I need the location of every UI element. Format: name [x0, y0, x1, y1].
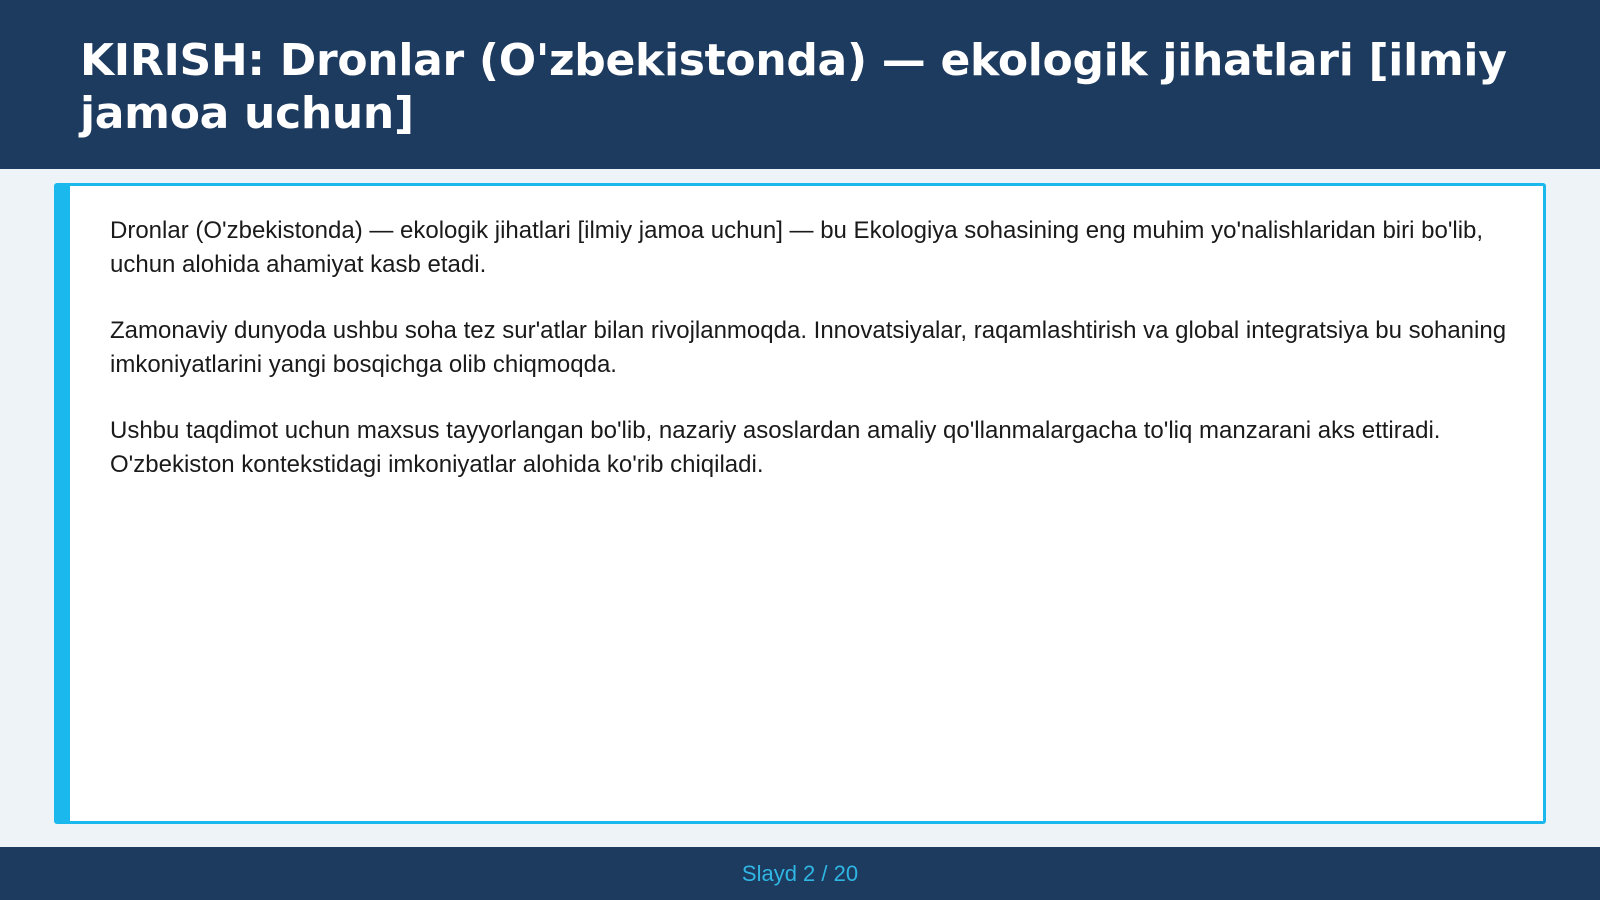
slide-title: KIRISH: Dronlar (O'zbekistonda) — ekologik jihatlari [ilmiy jamoa uchun]: [80, 35, 1507, 139]
purpose-paragraph: Ushbu taqdimot uchun maxsus tayyorlangan bo'lib, nazariy asoslardan amaliy qo'llanmalargacha to'liq manzarani aks ettiradi. O'zbekiston kontekstidagi imkoniyatlar alohida ko'rib chiqiladi.: [110, 417, 1441, 478]
intro-paragraph: Dronlar (O'zbekistonda) — ekologik jihatlari [ilmiy jamoa uchun] — bu Ekologiya sohasining eng muhim yo'nalishlaridan biri bo'lib, uchun alohida ahamiyat kasb etadi.: [110, 217, 1484, 278]
content-card: [54, 183, 1546, 824]
slide-header: [0, 0, 1600, 169]
slide-footer: [0, 847, 1600, 900]
slide-counter: Slayd 2 / 20: [741, 860, 859, 886]
context-paragraph: Zamonaviy dunyoda ushbu soha tez sur'atlar bilan rivojlanmoqda. Innovatsiyalar, raqamlashtirish va global integratsiya bu sohaning imkoniyatlarini yangi bosqichga olib chiqmoqda.: [110, 317, 1507, 378]
